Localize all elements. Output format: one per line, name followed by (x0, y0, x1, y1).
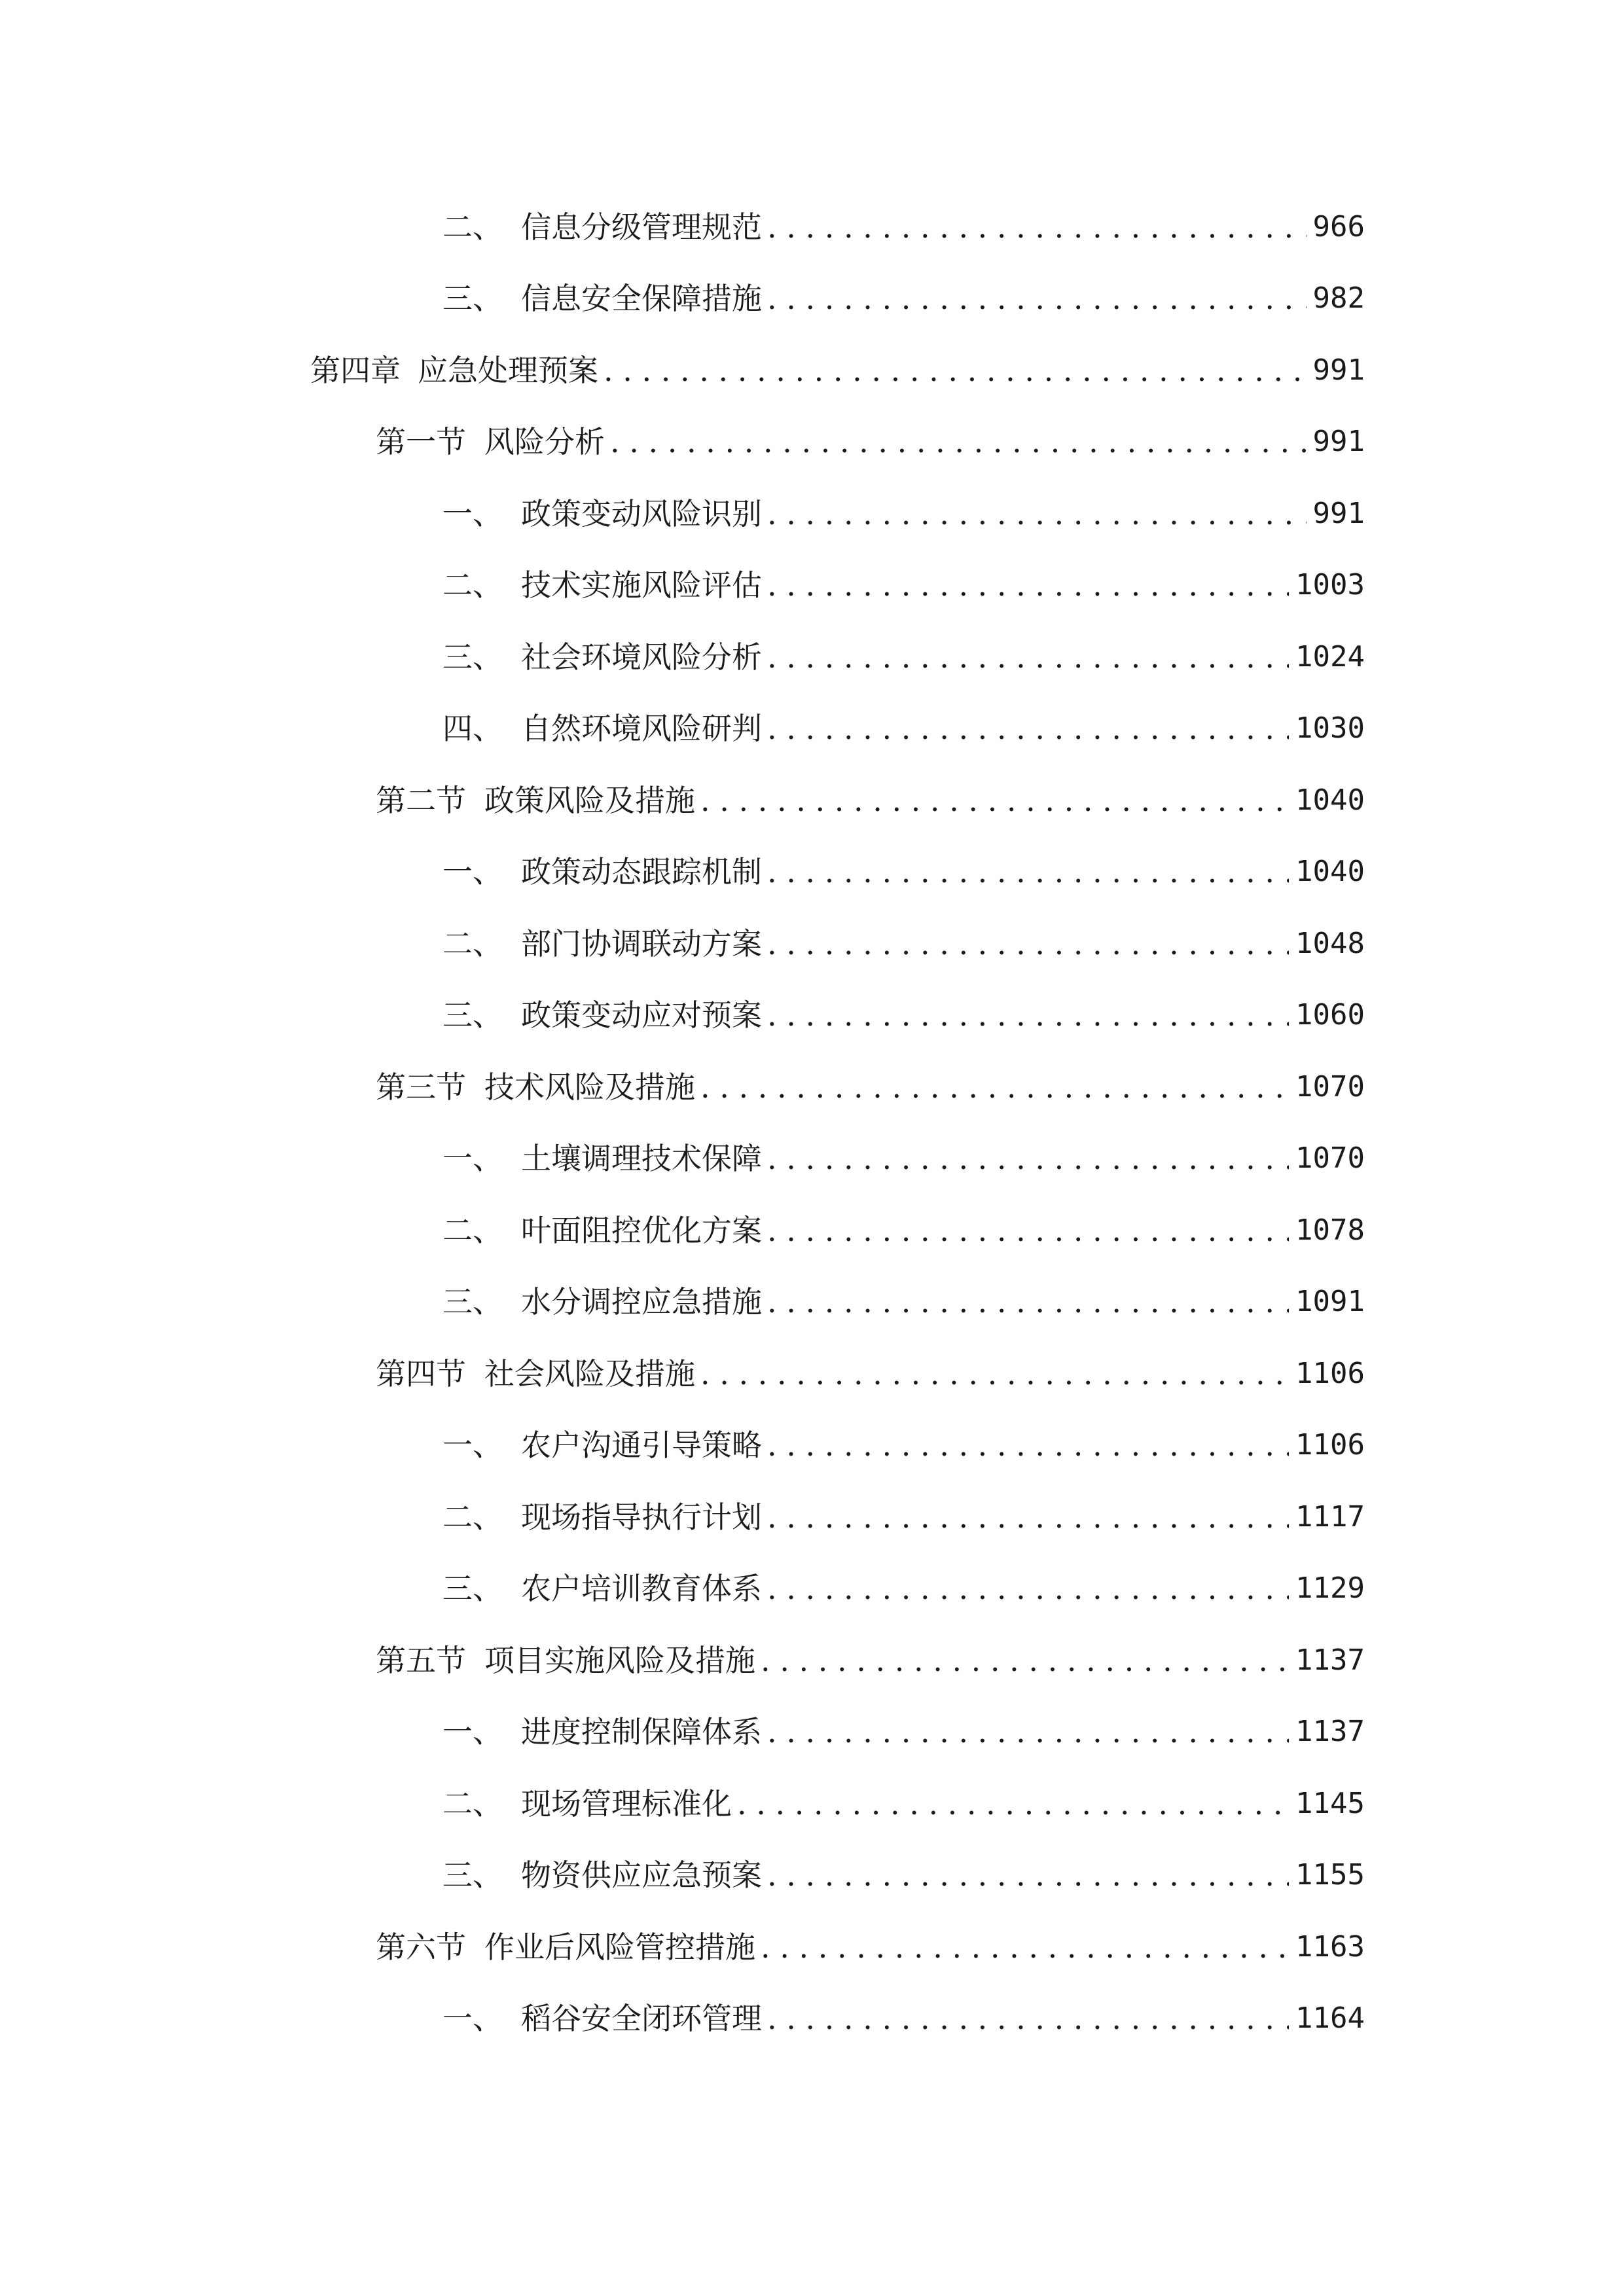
toc-entry-label (442, 1857, 762, 1893)
toc-entry-number: 二、 (442, 209, 503, 245)
toc-entry-item[interactable] (0, 1266, 1624, 1338)
toc-dot-leader (767, 1143, 1289, 1174)
toc-dot-leader (700, 1359, 1289, 1389)
toc-entry-item[interactable] (0, 1194, 1624, 1266)
toc-entry-item[interactable] (0, 478, 1624, 550)
toc-entry-title: 物资供应应急预案 (521, 1857, 762, 1893)
toc-entry-page-number: 1106 (1295, 1428, 1365, 1462)
toc-entry-number: 三、 (442, 1857, 503, 1893)
toc-entry-page-number: 1060 (1295, 998, 1365, 1032)
toc-entry-title: 信息分级管理规范 (521, 209, 762, 245)
toc-entry-item[interactable] (0, 1983, 1624, 2055)
toc-entry-item[interactable] (0, 1696, 1624, 1768)
toc-entry-label (442, 854, 762, 890)
toc-entry-number: 一、 (442, 1427, 503, 1463)
toc-entry-label (310, 352, 598, 388)
toc-entry-label (376, 1929, 755, 1965)
toc-entry-number: 二、 (442, 1499, 503, 1535)
toc-dot-leader (767, 1000, 1289, 1030)
toc-entry-title: 农户沟通引导策略 (521, 1427, 762, 1463)
toc-entry-title: 进度控制保障体系 (521, 1714, 762, 1750)
toc-dot-leader (767, 1717, 1289, 1747)
toc-entry-title: 社会环境风险分析 (521, 639, 762, 675)
toc-entry-chapter[interactable] (0, 334, 1624, 406)
toc-dot-leader (737, 1789, 1289, 1819)
toc-entry-title: 风险分析 (484, 424, 605, 460)
toc-entry-item[interactable] (0, 621, 1624, 693)
toc-entry-title: 应急处理预案 (418, 352, 598, 388)
toc-entry-item[interactable] (0, 1123, 1624, 1195)
toc-entry-label (376, 1355, 695, 1391)
toc-entry-item[interactable] (0, 908, 1624, 980)
toc-dot-leader (767, 1430, 1289, 1460)
toc-entry-label (442, 925, 762, 961)
toc-dot-leader (767, 1502, 1289, 1532)
toc-dot-leader (767, 1573, 1289, 1604)
toc-entry-page-number: 1030 (1295, 711, 1365, 745)
toc-entry-page-number: 1129 (1295, 1571, 1365, 1605)
toc-entry-label (442, 1714, 762, 1750)
toc-entry-page-number: 1024 (1295, 639, 1365, 673)
toc-entry-item[interactable] (0, 1553, 1624, 1625)
toc-entry-item[interactable] (0, 1768, 1624, 1840)
toc-entry-title: 土壤调理技术保障 (521, 1141, 762, 1177)
toc-entry-label (442, 1571, 762, 1607)
toc-entry-item[interactable] (0, 1410, 1624, 1482)
toc-entry-page-number: 1106 (1295, 1356, 1365, 1390)
toc-entry-number: 三、 (442, 639, 503, 675)
toc-entry-number: 一、 (442, 1141, 503, 1177)
toc-entry-number: 二、 (442, 567, 503, 603)
toc-entry-page-number: 1164 (1295, 2001, 1365, 2036)
toc-entry-label (442, 1141, 762, 1177)
toc-entry-section[interactable] (0, 406, 1624, 478)
toc-entry-page-number: 1137 (1295, 1715, 1365, 1749)
toc-entry-title: 信息安全保障措施 (521, 281, 762, 317)
toc-entry-item[interactable] (0, 263, 1624, 335)
toc-entry-page-number: 982 (1312, 281, 1365, 315)
toc-entry-number: 第六节 (376, 1929, 466, 1965)
toc-entry-title: 部门协调联动方案 (521, 925, 762, 961)
toc-entry-page-number: 1091 (1295, 1285, 1365, 1319)
toc-entry-title: 稻谷安全闭环管理 (521, 2001, 762, 2037)
toc-entry-label (442, 1499, 762, 1535)
toc-entry-item[interactable] (0, 191, 1624, 263)
toc-entry-page-number: 1070 (1295, 1141, 1365, 1175)
toc-dot-leader (767, 857, 1289, 887)
toc-entry-section[interactable] (0, 1911, 1624, 1983)
toc-entry-item[interactable] (0, 836, 1624, 908)
toc-entry-page-number: 1145 (1295, 1786, 1365, 1820)
toc-entry-title: 技术风险及措施 (484, 1069, 695, 1105)
toc-entry-label (442, 1284, 762, 1320)
toc-dot-leader (761, 1932, 1289, 1962)
toc-dot-leader (700, 1072, 1289, 1102)
toc-entry-number: 第一节 (376, 424, 466, 460)
toc-entry-item[interactable] (0, 980, 1624, 1052)
toc-entry-page-number: 1003 (1295, 568, 1365, 602)
toc-dot-leader (767, 1215, 1289, 1246)
toc-entry-item[interactable] (0, 550, 1624, 622)
toc-entry-page-number: 1040 (1295, 855, 1365, 889)
toc-entry-section[interactable] (0, 1624, 1624, 1696)
toc-entry-label (442, 567, 762, 603)
toc-dot-leader (767, 1287, 1289, 1317)
toc-entry-label (442, 2001, 762, 2037)
toc-entry-label (442, 639, 762, 675)
toc-dot-leader (700, 785, 1289, 816)
toc-dot-leader (767, 570, 1289, 600)
toc-dot-leader (767, 642, 1289, 672)
toc-entry-label (442, 1785, 732, 1821)
toc-dot-leader (604, 355, 1307, 386)
toc-entry-page-number: 1155 (1295, 1858, 1365, 1892)
toc-entry-title: 政策变动风险识别 (521, 495, 762, 531)
toc-entry-item[interactable] (0, 693, 1624, 765)
toc-entry-number: 三、 (442, 1571, 503, 1607)
toc-entry-label (442, 495, 762, 531)
toc-entry-page-number: 1078 (1295, 1213, 1365, 1247)
toc-entry-label (376, 424, 605, 460)
toc-entry-title: 政策动态跟踪机制 (521, 854, 762, 890)
toc-dot-leader (767, 713, 1289, 744)
toc-dot-leader (610, 427, 1307, 457)
table-of-contents (0, 191, 1624, 2054)
toc-entry-number: 二、 (442, 1785, 503, 1821)
toc-dot-leader (767, 212, 1307, 242)
toc-entry-section[interactable] (0, 1051, 1624, 1123)
toc-entry-number: 第五节 (376, 1642, 466, 1678)
toc-entry-number: 三、 (442, 997, 503, 1033)
toc-entry-page-number: 991 (1312, 425, 1365, 459)
toc-entry-number: 一、 (442, 854, 503, 890)
toc-entry-label (442, 209, 762, 245)
toc-entry-number: 一、 (442, 2001, 503, 2037)
toc-entry-section[interactable] (0, 1338, 1624, 1410)
toc-dot-leader (767, 283, 1307, 314)
toc-entry-title: 作业后风险管控措施 (484, 1929, 755, 1965)
toc-dot-leader (761, 1645, 1289, 1676)
toc-entry-label (442, 1427, 762, 1463)
toc-entry-number: 第三节 (376, 1069, 466, 1105)
toc-entry-title: 水分调控应急措施 (521, 1284, 762, 1320)
toc-entry-label (376, 1642, 755, 1678)
toc-entry-number: 一、 (442, 1714, 503, 1750)
toc-entry-number: 第二节 (376, 782, 466, 818)
toc-entry-title: 政策风险及措施 (484, 782, 695, 818)
toc-entry-page-number: 966 (1312, 209, 1365, 243)
toc-entry-item[interactable] (0, 1840, 1624, 1912)
toc-entry-page-number: 1040 (1295, 783, 1365, 817)
toc-entry-label (376, 1069, 695, 1105)
toc-dot-leader (767, 499, 1307, 529)
toc-entry-page-number: 1048 (1295, 926, 1365, 960)
toc-entry-number: 四、 (442, 711, 503, 747)
toc-entry-label (442, 1212, 762, 1248)
toc-entry-number: 二、 (442, 1212, 503, 1248)
toc-entry-page-number: 1163 (1295, 1929, 1365, 1964)
toc-entry-page-number: 1117 (1295, 1499, 1365, 1534)
toc-entry-number: 二、 (442, 925, 503, 961)
toc-dot-leader (767, 929, 1289, 959)
toc-entry-page-number: 1137 (1295, 1643, 1365, 1677)
toc-dot-leader (767, 2003, 1289, 2034)
toc-dot-leader (767, 1860, 1289, 1890)
toc-entry-title: 农户培训教育体系 (521, 1571, 762, 1607)
toc-entry-page-number: 991 (1312, 353, 1365, 387)
toc-entry-number: 第四章 (310, 352, 401, 388)
toc-entry-title: 现场管理标准化 (521, 1785, 732, 1821)
toc-entry-title: 叶面阻控优化方案 (521, 1212, 762, 1248)
toc-entry-label (442, 997, 762, 1033)
toc-entry-page-number: 1070 (1295, 1069, 1365, 1103)
toc-entry-title: 自然环境风险研判 (521, 711, 762, 747)
toc-entry-section[interactable] (0, 764, 1624, 836)
toc-entry-number: 三、 (442, 281, 503, 317)
toc-entry-label (376, 782, 695, 818)
toc-entry-title: 项目实施风险及措施 (484, 1642, 755, 1678)
toc-entry-title: 社会风险及措施 (484, 1355, 695, 1391)
toc-entry-label (442, 281, 762, 317)
toc-entry-number: 一、 (442, 495, 503, 531)
toc-entry-number: 三、 (442, 1284, 503, 1320)
toc-entry-number: 第四节 (376, 1355, 466, 1391)
toc-entry-label (442, 711, 762, 747)
toc-entry-title: 政策变动应对预案 (521, 997, 762, 1033)
toc-entry-item[interactable] (0, 1481, 1624, 1553)
toc-entry-title: 现场指导执行计划 (521, 1499, 762, 1535)
toc-entry-title: 技术实施风险评估 (521, 567, 762, 603)
toc-entry-page-number: 991 (1312, 496, 1365, 530)
